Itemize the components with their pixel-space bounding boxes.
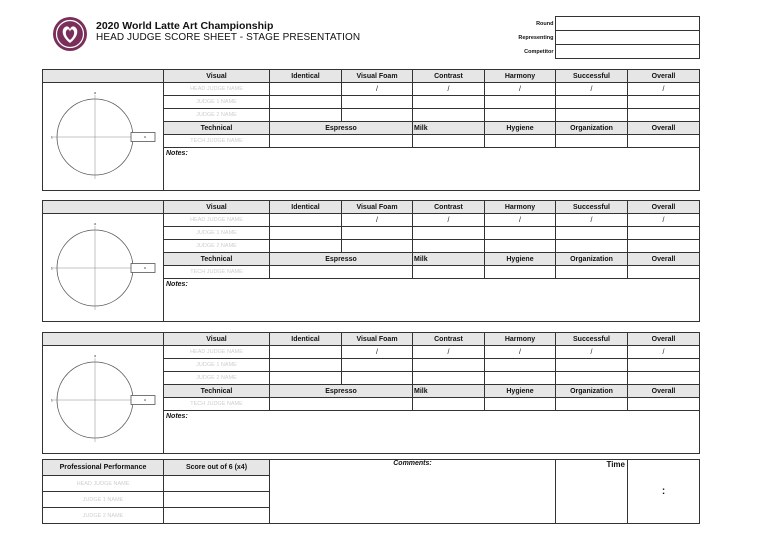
performance-score-cell[interactable] <box>164 492 270 508</box>
svg-text:b: b <box>50 134 53 139</box>
notes-label: Notes: <box>166 413 188 420</box>
score-cell[interactable] <box>556 240 628 253</box>
svg-text:b: b <box>50 265 53 270</box>
head-judge-name: HEAD JUDGE NAME <box>164 214 270 227</box>
hygiene-header: Hygiene <box>485 385 556 398</box>
performance-score-cell[interactable] <box>164 476 270 492</box>
score-cell[interactable] <box>342 359 413 372</box>
score-cell[interactable] <box>413 266 485 279</box>
score-cell[interactable] <box>628 266 700 279</box>
cup-diagram <box>43 214 164 322</box>
hygiene-header: Hygiene <box>485 122 556 135</box>
score-cell[interactable] <box>342 372 413 385</box>
score-cell[interactable] <box>270 240 342 253</box>
score-cell[interactable] <box>342 96 413 109</box>
score-header: Score out of 6 (x4) <box>164 460 270 476</box>
overall-header: Overall <box>628 201 700 214</box>
score-cell[interactable]: / <box>342 83 413 96</box>
notes-label: Notes: <box>166 281 188 288</box>
score-cell[interactable] <box>413 359 485 372</box>
professional-performance-header: Professional Performance <box>43 460 164 476</box>
score-cell[interactable] <box>485 135 556 148</box>
score-cell[interactable]: / <box>485 214 556 227</box>
successful-header: Successful <box>556 70 628 83</box>
score-cell[interactable] <box>556 359 628 372</box>
judge-2-name: JUDGE 2 NAME <box>43 508 164 524</box>
score-cell[interactable]: / <box>556 346 628 359</box>
tech-judge-name: TECH JUDGE NAME <box>164 266 270 279</box>
overall-header: Overall <box>628 333 700 346</box>
round-field[interactable] <box>555 17 699 31</box>
performance-score-cell[interactable] <box>164 508 270 524</box>
score-cell[interactable] <box>556 96 628 109</box>
cup-diagram <box>43 346 164 454</box>
comments-field[interactable] <box>270 460 556 524</box>
espresso-header: Espresso <box>270 122 413 135</box>
cup-diagram-icon <box>43 85 164 187</box>
svg-text:a: a <box>93 352 97 358</box>
diagram-header <box>43 201 164 214</box>
score-cell[interactable] <box>628 398 700 411</box>
score-cell[interactable] <box>556 372 628 385</box>
espresso-header: Espresso <box>270 253 413 266</box>
diagram-header <box>43 333 164 346</box>
comments-label: Comments: <box>393 460 432 467</box>
milk-header: Milk <box>413 253 485 266</box>
contrast-header: Contrast <box>413 70 485 83</box>
score-cell[interactable] <box>628 96 700 109</box>
hygiene-header: Hygiene <box>485 253 556 266</box>
judge-2-name: JUDGE 2 NAME <box>164 109 270 122</box>
milk-header: Milk <box>413 122 485 135</box>
score-cell[interactable] <box>270 227 342 240</box>
score-cell[interactable] <box>628 109 700 122</box>
score-cell[interactable] <box>628 135 700 148</box>
cup-diagram <box>43 83 164 191</box>
score-cell[interactable]: / <box>628 214 700 227</box>
head-judge-name: HEAD JUDGE NAME <box>43 476 164 492</box>
round-label: Round <box>536 20 554 27</box>
organization-header: Organization <box>556 253 628 266</box>
harmony-header: Harmony <box>485 333 556 346</box>
svg-text:a: a <box>93 89 97 95</box>
judge-1-name: JUDGE 1 NAME <box>164 359 270 372</box>
time-label: Time <box>606 460 625 469</box>
score-cell[interactable]: / <box>556 83 628 96</box>
tech-judge-name: TECH JUDGE NAME <box>164 398 270 411</box>
competitor-label: Competitor <box>524 48 554 55</box>
diagram-header <box>43 70 164 83</box>
visual-foam-header: Visual Foam <box>342 201 413 214</box>
score-cell[interactable] <box>556 266 628 279</box>
identical-header: Identical <box>270 201 342 214</box>
score-cell[interactable] <box>270 214 342 227</box>
score-cell[interactable] <box>413 109 485 122</box>
score-cell[interactable] <box>413 240 485 253</box>
score-cell[interactable] <box>342 109 413 122</box>
cup-diagram-icon <box>43 348 164 450</box>
successful-header: Successful <box>556 201 628 214</box>
score-cell[interactable]: / <box>413 346 485 359</box>
judge-1-name: JUDGE 1 NAME <box>164 96 270 109</box>
score-cell[interactable] <box>556 109 628 122</box>
technical-header: Technical <box>164 385 270 398</box>
score-cell[interactable] <box>413 135 485 148</box>
competitor-info-table <box>498 16 700 59</box>
identical-header: Identical <box>270 333 342 346</box>
score-cell[interactable] <box>270 372 342 385</box>
successful-header: Successful <box>556 333 628 346</box>
score-cell[interactable] <box>556 227 628 240</box>
judge-2-name: JUDGE 2 NAME <box>164 372 270 385</box>
espresso-header: Espresso <box>270 385 413 398</box>
professional-performance-table <box>42 459 700 524</box>
score-cell[interactable] <box>342 227 413 240</box>
championship-logo-icon <box>52 16 88 52</box>
score-cell[interactable] <box>270 359 342 372</box>
notes-field[interactable] <box>164 279 700 322</box>
harmony-header: Harmony <box>485 70 556 83</box>
contrast-header: Contrast <box>413 201 485 214</box>
score-cell[interactable]: / <box>485 83 556 96</box>
page-subtitle: HEAD JUDGE SCORE SHEET - STAGE PRESENTATION <box>96 32 361 43</box>
identical-header: Identical <box>270 70 342 83</box>
representing-field[interactable] <box>555 31 699 45</box>
head-judge-name: HEAD JUDGE NAME <box>164 83 270 96</box>
notes-field[interactable] <box>164 148 700 191</box>
score-cell[interactable] <box>485 240 556 253</box>
score-cell[interactable]: / <box>628 346 700 359</box>
score-cell[interactable] <box>270 83 342 96</box>
visual-foam-header: Visual Foam <box>342 333 413 346</box>
score-cell[interactable] <box>413 372 485 385</box>
score-cell[interactable] <box>485 227 556 240</box>
score-cell[interactable] <box>485 398 556 411</box>
contrast-header: Contrast <box>413 333 485 346</box>
cup-diagram-icon <box>43 216 164 318</box>
notes-label: Notes: <box>166 150 188 157</box>
score-cell[interactable]: / <box>342 346 413 359</box>
score-cell[interactable]: / <box>485 346 556 359</box>
technical-header: Technical <box>164 253 270 266</box>
head-judge-name: HEAD JUDGE NAME <box>164 346 270 359</box>
score-cell[interactable]: / <box>413 83 485 96</box>
score-cell[interactable] <box>270 398 413 411</box>
score-cell[interactable] <box>628 240 700 253</box>
visual-header: Visual <box>164 70 270 83</box>
score-section-3 <box>42 332 700 454</box>
score-cell[interactable]: / <box>413 214 485 227</box>
score-cell[interactable] <box>342 240 413 253</box>
notes-field[interactable] <box>164 411 700 454</box>
score-cell[interactable] <box>628 359 700 372</box>
score-cell[interactable] <box>485 266 556 279</box>
score-cell[interactable] <box>485 96 556 109</box>
score-cell[interactable] <box>413 398 485 411</box>
competitor-field[interactable] <box>555 45 699 59</box>
score-cell[interactable] <box>556 135 628 148</box>
score-cell[interactable] <box>413 96 485 109</box>
score-cell[interactable] <box>270 109 342 122</box>
score-cell[interactable]: / <box>556 214 628 227</box>
score-cell[interactable] <box>270 96 342 109</box>
score-cell[interactable] <box>628 372 700 385</box>
harmony-header: Harmony <box>485 201 556 214</box>
visual-header: Visual <box>164 333 270 346</box>
judge-2-name: JUDGE 2 NAME <box>164 240 270 253</box>
score-section-2 <box>42 200 700 322</box>
tech-judge-name: TECH JUDGE NAME <box>164 135 270 148</box>
svg-text:a: a <box>93 220 97 226</box>
representing-label: Representing <box>518 34 554 41</box>
judge-1-name: JUDGE 1 NAME <box>164 227 270 240</box>
page-title: 2020 World Latte Art Championship <box>96 20 274 32</box>
score-cell[interactable] <box>270 135 413 148</box>
technical-overall-header: Overall <box>628 385 700 398</box>
technical-overall-header: Overall <box>628 122 700 135</box>
score-cell[interactable] <box>413 227 485 240</box>
score-cell[interactable]: / <box>342 214 413 227</box>
score-cell[interactable] <box>270 266 413 279</box>
time-value: : <box>661 486 666 497</box>
organization-header: Organization <box>556 385 628 398</box>
score-cell[interactable] <box>485 372 556 385</box>
score-cell[interactable] <box>485 109 556 122</box>
visual-foam-header: Visual Foam <box>342 70 413 83</box>
milk-header: Milk <box>413 385 485 398</box>
score-cell[interactable] <box>628 227 700 240</box>
score-section-1 <box>42 69 700 191</box>
judge-1-name: JUDGE 1 NAME <box>43 492 164 508</box>
technical-header: Technical <box>164 122 270 135</box>
score-cell[interactable] <box>270 346 342 359</box>
score-cell[interactable] <box>485 359 556 372</box>
technical-overall-header: Overall <box>628 253 700 266</box>
time-field[interactable] <box>628 460 700 524</box>
overall-header: Overall <box>628 70 700 83</box>
svg-text:b: b <box>50 397 53 402</box>
score-cell[interactable]: / <box>628 83 700 96</box>
time-label-cell <box>556 460 628 524</box>
score-cell[interactable] <box>556 398 628 411</box>
visual-header: Visual <box>164 201 270 214</box>
organization-header: Organization <box>556 122 628 135</box>
